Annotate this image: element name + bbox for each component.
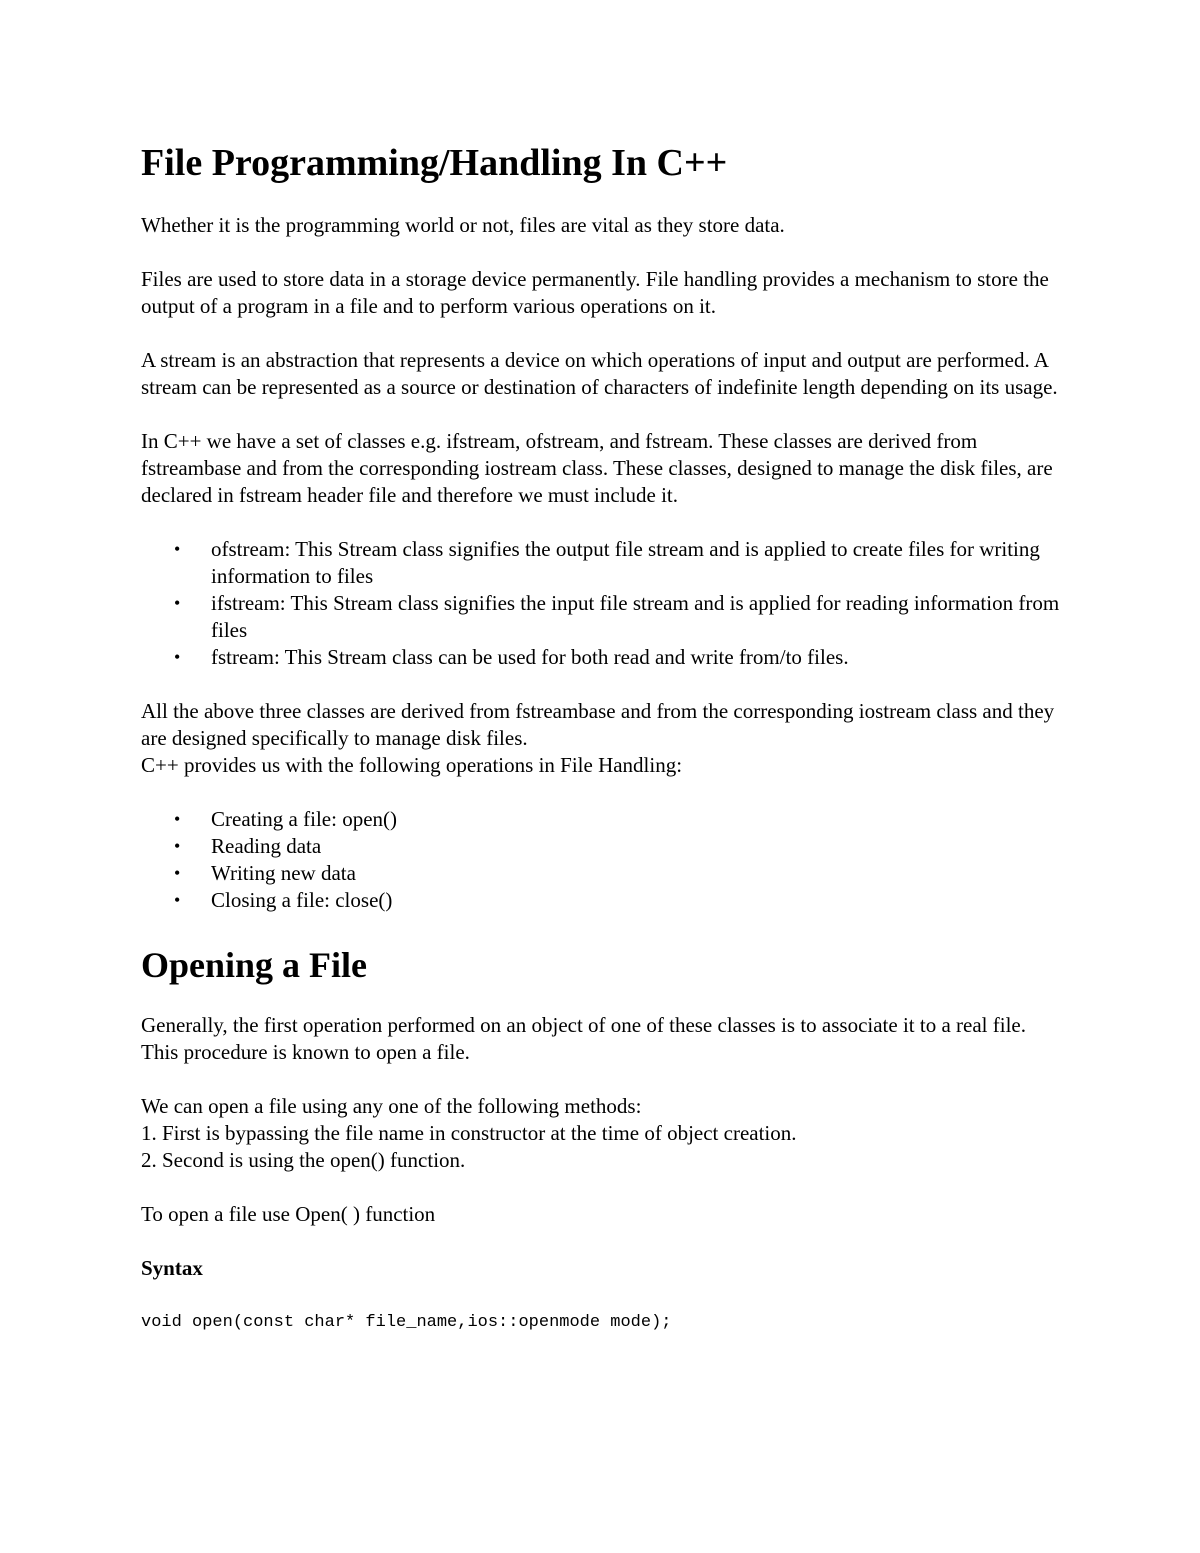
list-item (174, 806, 1061, 833)
list-item (174, 860, 1061, 887)
bullet-icon: • (174, 593, 181, 613)
intro-paragraph-1: Whether it is the programming world or not, files are vital as they store data. (141, 213, 785, 237)
derived-note-2: C++ provides us with the following operations in File Handling: (141, 753, 683, 777)
syntax-code: void open(const char* file_name,ios::openmode mode); (141, 1313, 672, 1332)
intro-paragraph-3: A stream is an abstraction that represents a device on which operations of input and output are performed. A stream can be represented as a source or destination of characters of indefinite length depending on its usage. (141, 348, 1058, 399)
document-page (141, 140, 1061, 1336)
list-item-text: ifstream: This Stream class signifies the input file stream and is applied for reading information from files (211, 591, 1060, 642)
open-function-note: To open a file use Open( ) function (141, 1202, 436, 1226)
list-item-text: Reading data (211, 834, 322, 858)
method-1: 1. First is bypassing the file name in constructor at the time of object creation. (141, 1121, 797, 1145)
syntax-heading: Syntax (141, 1256, 203, 1280)
intro-paragraph-4: In C++ we have a set of classes e.g. ifstream, ofstream, and fstream. These classes are derived from fstreambase and from the corresponding iostream class. These classes, designed to manage the disk files, are declared in fstream header file and therefore we must include it. (141, 429, 1053, 507)
list-item-text: fstream: This Stream class can be used for both read and write from/to files. (211, 645, 849, 669)
stream-classes-list (141, 536, 1061, 671)
page-title: File Programming/Handling In C++ (141, 142, 728, 184)
list-item-text: Writing new data (211, 861, 356, 885)
list-item (174, 590, 1061, 644)
derived-note-1: All the above three classes are derived from fstreambase and from the corresponding iostream class and they are designed specifically to manage disk files. (141, 699, 1055, 750)
bullet-icon: • (174, 647, 181, 667)
list-item-text: Closing a file: close() (211, 888, 393, 912)
operations-list (141, 806, 1061, 914)
bullet-icon: • (174, 836, 181, 856)
bullet-icon: • (174, 539, 181, 559)
opening-paragraph: Generally, the first operation performed on an object of one of these classes is to associate it to a real file. This procedure is known to open a file. (141, 1013, 1026, 1064)
section-title: Opening a File (141, 945, 368, 985)
intro-paragraph-2: Files are used to store data in a storage device permanently. File handling provides a mechanism to store the output of a program in a file and to perform various operations on it. (141, 267, 1049, 318)
method-2: 2. Second is using the open() function. (141, 1148, 466, 1172)
bullet-icon: • (174, 809, 181, 829)
list-item (174, 536, 1061, 590)
list-item-text: ofstream: This Stream class signifies the output file stream and is applied to create files for writing information to files (211, 537, 1040, 588)
list-item-text: Creating a file: open() (211, 807, 398, 831)
list-item (174, 833, 1061, 860)
bullet-icon: • (174, 890, 181, 910)
list-item (174, 887, 1061, 914)
methods-intro: We can open a file using any one of the following methods: (141, 1094, 642, 1118)
bullet-icon: • (174, 863, 181, 883)
list-item (174, 644, 1061, 671)
